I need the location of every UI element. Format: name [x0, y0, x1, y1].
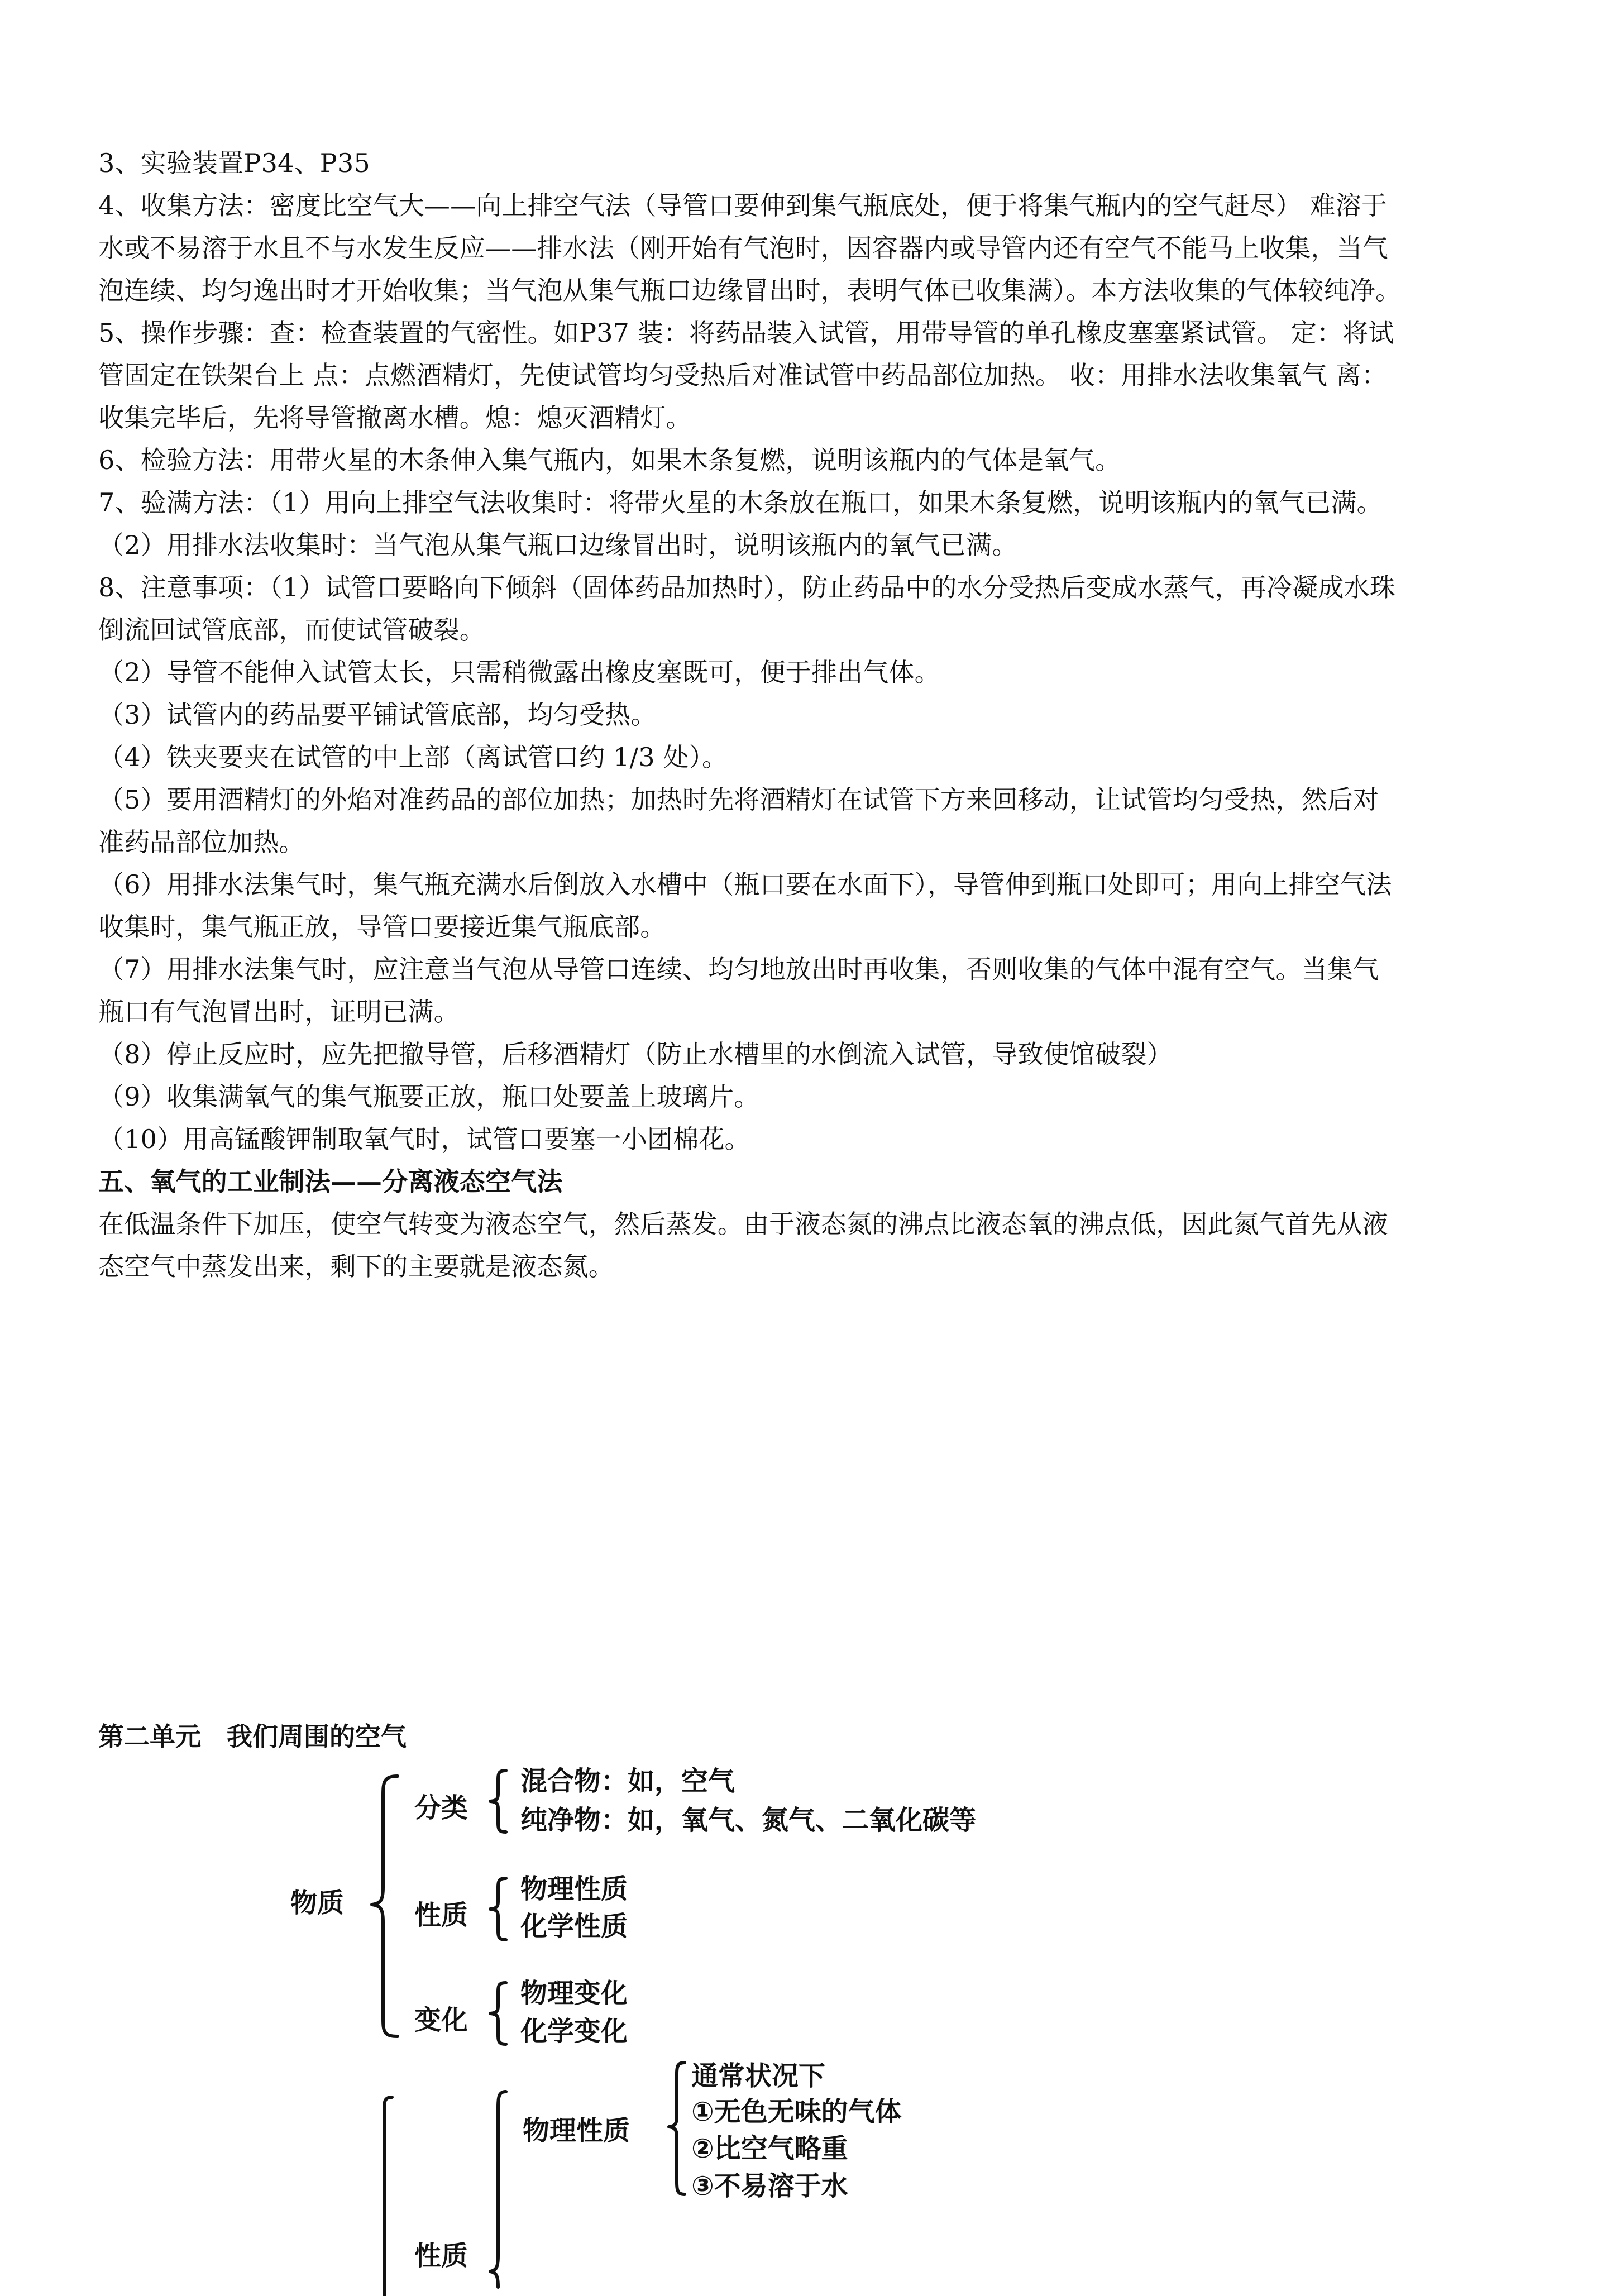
brace-change: [487, 1979, 509, 2046]
normal-condition-item: 通常状况下: [691, 2060, 826, 2092]
heavier-than-air-item: ②比空气略重: [691, 2133, 848, 2164]
text-line: 水或不易溶于水且不与水发生反应——排水法（刚开始有气泡时，因容器内或导管内还有空气不能马上收集，当气: [98, 233, 1388, 263]
text-line: （2）导管不能伸入试管太长，只需稍微露出橡皮塞既可，便于排出气体。: [98, 657, 940, 687]
text-line: 准药品部位加热。: [98, 827, 305, 857]
text-line: 5、操作步骤：查：检查装置的气密性。如P37 装：将药品装入试管，用带导管的单孔橡皮塞塞紧试管。 定：将试: [98, 318, 1394, 348]
text-line: 收集完毕后，先将导管撤离水槽。熄：熄灭酒精灯。: [98, 403, 692, 433]
section-heading: 五、氧气的工业制法——分离液态空气法: [98, 1166, 563, 1197]
text-line: 管固定在铁架台上 点：点燃酒精灯，先使试管均匀受热后对准试管中药品部位加热。 收：用排水法收集氧气 离：: [98, 360, 1388, 390]
brace-classification: [487, 1767, 509, 1834]
brace-oxygen-physical: [666, 2059, 688, 2199]
text-line: （5）要用酒精灯的外焰对准药品的部位加热；加热时先将酒精灯在试管下方来回移动，让试管均匀受热，然后对: [98, 785, 1379, 815]
text-line: （9）收集满氧气的集气瓶要正放，瓶口处要盖上玻璃片。: [98, 1082, 760, 1112]
insoluble-item: ③不易溶于水: [691, 2170, 848, 2202]
text-line: 4、收集方法：密度比空气大——向上排空气法（导管口要伸到集气瓶底处，便于将集气瓶内的空气赶尽） 难溶于: [98, 190, 1388, 221]
chemical-property-item: 化学性质: [520, 1911, 628, 1942]
text-line: （2）用排水法收集时：当气泡从集气瓶口边缘冒出时，说明该瓶内的氧气已满。: [98, 530, 1018, 560]
brace-properties: [487, 1875, 509, 1942]
pure-substance-item: 纯净物：如，氧气、氮气、二氧化碳等: [520, 1805, 977, 1836]
text-line: （6）用排水法集气时，集气瓶充满水后倒放入水槽中（瓶口要在水面下），导管伸到瓶口处即可；用向上排空气法: [98, 869, 1392, 900]
outer-brace-oxygen: [373, 2095, 395, 2296]
oxygen-properties-label: 性质: [414, 2240, 468, 2271]
physical-property-item: 物理性质: [520, 1873, 628, 1905]
notes-text-block: [98, 142, 1539, 1288]
brace-oxygen-properties: [487, 2088, 509, 2289]
root-label-matter: 物质: [290, 1887, 345, 1919]
change-label: 变化: [414, 2005, 468, 2036]
text-line: （7）用排水法集气时，应注意当气泡从导管口连续、均匀地放出时再收集，否则收集的气体中混有空气。当集气: [98, 954, 1379, 984]
text-line: 3、实验装置P34、P35: [98, 148, 370, 178]
properties-label: 性质: [414, 1900, 468, 1931]
text-line: 7、验满方法：（1）用向上排空气法收集时：将带火星的木条放在瓶口，如果木条复燃，说明该瓶内的氧气已满。: [98, 487, 1383, 518]
text-line: 倒流回试管底部，而使试管破裂。: [98, 615, 485, 645]
text-line: （4）铁夹要夹在试管的中上部（离试管口约 1/3 处）。: [98, 742, 728, 772]
unit-title: 第二单元 我们周围的空气: [98, 1721, 407, 1752]
text-line: 泡连续、均匀逸出时才开始收集；当气泡从集气瓶口边缘冒出时，表明气体已收集满）。本方法收集的气体较纯净。: [98, 275, 1402, 305]
colorless-odorless-item: ①无色无味的气体: [691, 2096, 902, 2127]
mixture-item: 混合物：如，空气: [520, 1766, 735, 1797]
text-line: （10）用高锰酸钾制取氧气时，试管口要塞一小团棉花。: [98, 1124, 750, 1154]
text-line: 在低温条件下加压，使空气转变为液态空气，然后蒸发。由于液态氮的沸点比液态氧的沸点低，因此氮气首先从液: [98, 1209, 1388, 1239]
text-line: 8、注意事项：（1）试管口要略向下倾斜（固体药品加热时），防止药品中的水分受热后变成水蒸气，再冷凝成水珠: [98, 572, 1395, 602]
text-line: （3）试管内的药品要平铺试管底部，均匀受热。: [98, 700, 657, 730]
text-line: （8）停止反应时，应先把撤导管，后移酒精灯（防止水槽里的水倒流入试管，导致使馆破裂）: [98, 1039, 1173, 1069]
text-line: 瓶口有气泡冒出时，证明已满。: [98, 997, 460, 1027]
text-line: 态空气中蒸发出来，剩下的主要就是液态氮。: [98, 1251, 614, 1281]
big-brace-matter: [369, 1773, 402, 2041]
classification-label: 分类: [414, 1792, 468, 1824]
text-line: 6、检验方法：用带火星的木条伸入集气瓶内，如果木条复燃，说明该瓶内的气体是氧气。: [98, 445, 1121, 475]
oxygen-physical-label: 物理性质: [523, 2115, 630, 2146]
text-line: 收集时，集气瓶正放，导管口要接近集气瓶底部。: [98, 912, 666, 942]
chemical-change-item: 化学变化: [520, 2016, 628, 2047]
physical-change-item: 物理变化: [520, 1978, 628, 2009]
